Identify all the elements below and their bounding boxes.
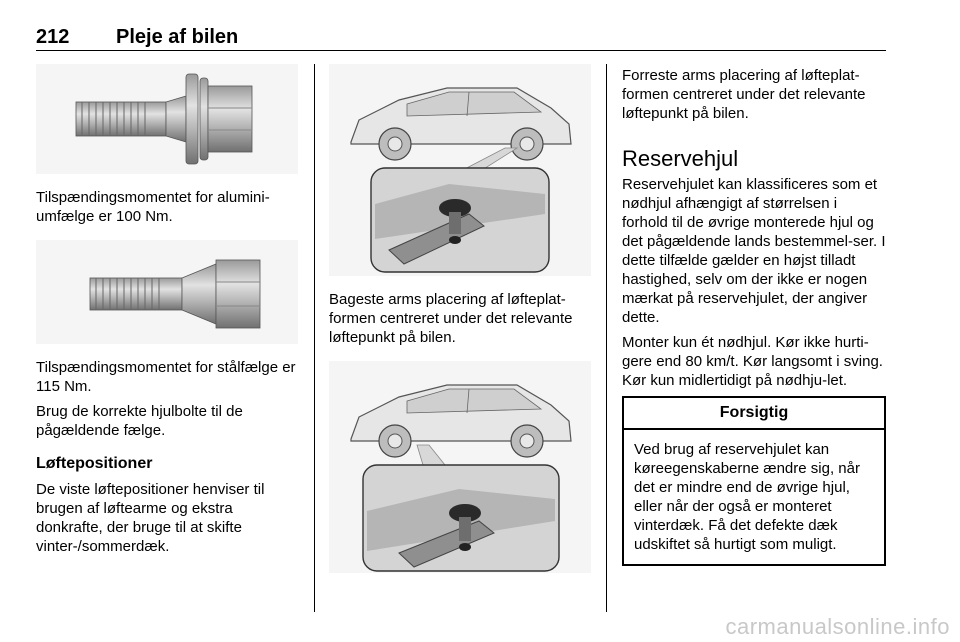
column-1: [36, 64, 298, 556]
rear-lift-illustration: [329, 64, 591, 276]
alloy-wheel-bolt-figure: [36, 64, 298, 174]
rear-arm-caption: Bageste arms placering af løfteplat-formen centreret under det relevante løftepunkt på bilen.: [329, 291, 573, 346]
spare-wheel-paragraph-1: Reservehjulet kan klassificeres som et nødhjul afhængigt af størrelsen i forhold til de øvrige monterede hjul og det pågældende lands bestemmel-ser. I dette tilfælde gælder en højst tilladt hastighed, selv om der ikke er nogen mærkat på reservehjulet, der angiver dette.: [622, 176, 886, 326]
page-number: 212: [36, 26, 70, 48]
column-2: [329, 64, 591, 573]
page-header: [36, 26, 886, 51]
front-lift-illustration: [329, 361, 591, 573]
alloy-bolt-illustration: [36, 64, 298, 174]
front-arm-caption: Forreste arms placering af løfteplat-formen centreret under det relevante løftepunkt på bilen.: [622, 67, 866, 122]
steel-wheel-bolt-figure: [36, 240, 298, 344]
spare-wheel-paragraph-2: Monter kun ét nødhjul. Kør ikke hurti-gere end 80 km/t. Kør langsomt i sving. Kør kun midlertidigt på nødhju-let.: [622, 334, 883, 389]
steel-torque-caption: Tilspændingsmomentet for stålfælge er 115 Nm.: [36, 359, 296, 395]
chapter-title: Pleje af bilen: [116, 26, 239, 48]
lift-positions-text: De viste løftepositioner henviser til brugen af løftearme og ekstra donkrafte, der bruge til at skifte vinter-/sommerdæk.: [36, 481, 265, 555]
spare-wheel-heading: Reservehjul: [622, 146, 739, 171]
bolt-note: Brug de korrekte hjulbolte til de pågældende fælge.: [36, 403, 243, 439]
lift-positions-heading: Løftepositioner: [36, 455, 153, 472]
caution-box: [622, 396, 886, 566]
caution-title: Forsigtig: [624, 398, 884, 430]
rear-lift-point-figure: [329, 64, 591, 276]
column-divider-1: [314, 64, 315, 612]
steel-bolt-illustration: [36, 240, 298, 344]
alloy-torque-caption: Tilspændingsmomentet for alumini-umfælge er 100 Nm.: [36, 189, 270, 225]
column-divider-2: [606, 64, 607, 612]
column-3: [622, 66, 886, 566]
front-lift-point-figure: [329, 361, 591, 573]
watermark: carmanualsonline.info: [725, 614, 950, 639]
caution-text: Ved brug af reservehjulet kan køreegenskaberne ændre sig, når det er mindre end de øvrige hjul, eller når der også er monteret vinterdæk. Få det defekte dæk udskiftet så hurtigt som muligt.: [634, 441, 860, 553]
